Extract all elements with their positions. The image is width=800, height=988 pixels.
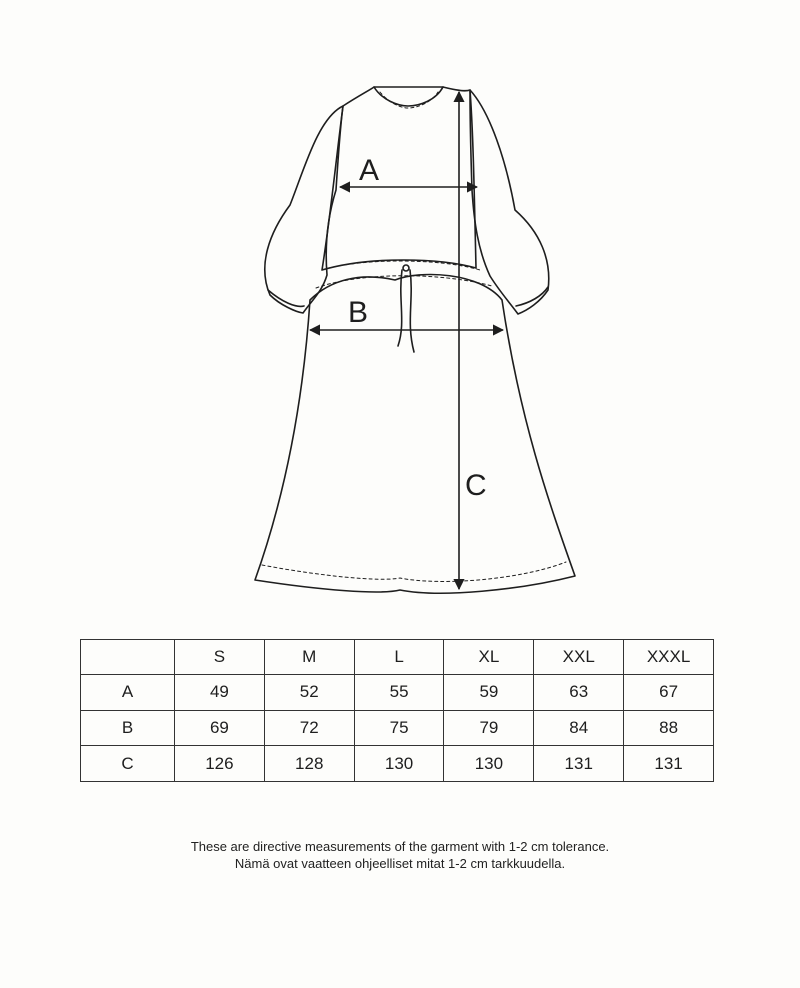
header-size-xxxl: XXXL bbox=[624, 640, 714, 675]
header-size-m: M bbox=[264, 640, 354, 675]
table-cell: 59 bbox=[444, 675, 534, 711]
table-cell: 128 bbox=[264, 746, 354, 782]
table-row bbox=[81, 710, 714, 746]
hem-stitch bbox=[262, 562, 566, 581]
row-label-b: B bbox=[81, 710, 175, 746]
size-chart-table bbox=[80, 639, 714, 782]
skirt bbox=[255, 275, 575, 594]
right-sleeve bbox=[470, 90, 549, 314]
table-cell: 55 bbox=[354, 675, 444, 711]
table-cell: 49 bbox=[175, 675, 265, 711]
table-cell: 84 bbox=[534, 710, 624, 746]
table-cell: 130 bbox=[444, 746, 534, 782]
table-header-row bbox=[81, 640, 714, 675]
table-row bbox=[81, 675, 714, 711]
table-row bbox=[81, 746, 714, 782]
drawstring-eyelet bbox=[403, 265, 409, 271]
label-c: C bbox=[465, 469, 487, 502]
drawstring-right bbox=[410, 270, 414, 352]
row-label-c: C bbox=[81, 746, 175, 782]
header-size-s: S bbox=[175, 640, 265, 675]
label-a: A bbox=[359, 154, 380, 187]
table-cell: 63 bbox=[534, 675, 624, 711]
table-cell: 131 bbox=[534, 746, 624, 782]
header-size-xxl: XXL bbox=[534, 640, 624, 675]
tolerance-note-english: These are directive measurements of the garment with 1-2 cm tolerance. bbox=[190, 839, 610, 854]
table-cell: 75 bbox=[354, 710, 444, 746]
tolerance-note-finnish: Nämä ovat vaatteen ohjeelliset mitat 1-2 cm tarkkuudella. bbox=[234, 856, 566, 871]
table-cell: 126 bbox=[175, 746, 265, 782]
table-cell: 79 bbox=[444, 710, 534, 746]
header-corner bbox=[81, 640, 175, 675]
header-size-l: L bbox=[354, 640, 444, 675]
table-cell: 131 bbox=[624, 746, 714, 782]
label-b: B bbox=[348, 296, 369, 329]
waistband bbox=[322, 261, 480, 270]
bodice bbox=[322, 87, 476, 270]
left-sleeve bbox=[265, 106, 343, 313]
table-cell: 52 bbox=[264, 675, 354, 711]
table-cell: 72 bbox=[264, 710, 354, 746]
row-label-a: A bbox=[81, 675, 175, 711]
header-size-xl: XL bbox=[444, 640, 534, 675]
table-cell: 69 bbox=[175, 710, 265, 746]
table-cell: 88 bbox=[624, 710, 714, 746]
table-cell: 67 bbox=[624, 675, 714, 711]
table-cell: 130 bbox=[354, 746, 444, 782]
drawstring-left bbox=[398, 270, 402, 346]
